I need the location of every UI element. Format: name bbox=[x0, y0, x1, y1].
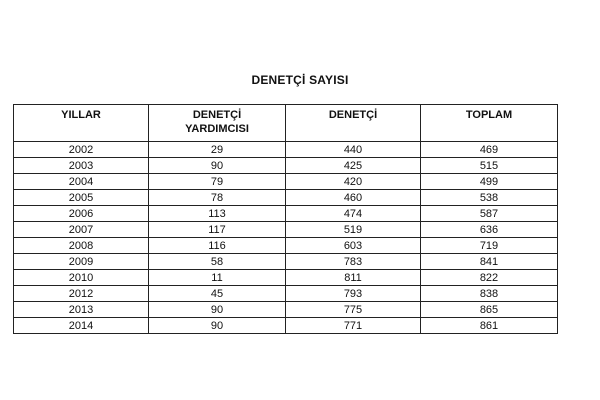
table-header-row bbox=[14, 105, 558, 142]
assistant-inspector-cell: 117 bbox=[149, 222, 286, 238]
assistant-inspector-cell: 90 bbox=[149, 158, 286, 174]
inspector-cell: 425 bbox=[286, 158, 421, 174]
table-row bbox=[14, 174, 558, 190]
total-cell: 538 bbox=[421, 190, 558, 206]
inspector-cell: 460 bbox=[286, 190, 421, 206]
inspector-cell: 474 bbox=[286, 206, 421, 222]
assistant-inspector-cell: 79 bbox=[149, 174, 286, 190]
assistant-inspector-cell: 90 bbox=[149, 302, 286, 318]
header-years: YILLAR bbox=[14, 105, 149, 142]
header-total: TOPLAM bbox=[421, 105, 558, 142]
year-cell: 2013 bbox=[14, 302, 149, 318]
table-row bbox=[14, 158, 558, 174]
year-cell: 2008 bbox=[14, 238, 149, 254]
header-assistant-inspector-label: DENETÇİ YARDIMCISI bbox=[185, 109, 249, 135]
year-cell: 2005 bbox=[14, 190, 149, 206]
table-row bbox=[14, 286, 558, 302]
inspector-cell: 811 bbox=[286, 270, 421, 286]
total-cell: 865 bbox=[421, 302, 558, 318]
assistant-inspector-cell: 78 bbox=[149, 190, 286, 206]
header-inspector: DENETÇİ bbox=[286, 105, 421, 142]
inspector-cell: 783 bbox=[286, 254, 421, 270]
year-cell: 2004 bbox=[14, 174, 149, 190]
year-cell: 2010 bbox=[14, 270, 149, 286]
year-cell: 2006 bbox=[14, 206, 149, 222]
assistant-inspector-cell: 11 bbox=[149, 270, 286, 286]
total-cell: 861 bbox=[421, 318, 558, 334]
table-row bbox=[14, 238, 558, 254]
table-row bbox=[14, 302, 558, 318]
table-row bbox=[14, 206, 558, 222]
inspector-cell: 519 bbox=[286, 222, 421, 238]
assistant-inspector-cell: 116 bbox=[149, 238, 286, 254]
assistant-inspector-cell: 58 bbox=[149, 254, 286, 270]
total-cell: 499 bbox=[421, 174, 558, 190]
year-cell: 2002 bbox=[14, 142, 149, 158]
total-cell: 838 bbox=[421, 286, 558, 302]
year-cell: 2003 bbox=[14, 158, 149, 174]
total-cell: 719 bbox=[421, 238, 558, 254]
total-cell: 822 bbox=[421, 270, 558, 286]
table-row bbox=[14, 222, 558, 238]
assistant-inspector-cell: 90 bbox=[149, 318, 286, 334]
year-cell: 2007 bbox=[14, 222, 149, 238]
assistant-inspector-cell: 45 bbox=[149, 286, 286, 302]
inspector-cell: 771 bbox=[286, 318, 421, 334]
inspector-cell: 420 bbox=[286, 174, 421, 190]
table-row bbox=[14, 254, 558, 270]
table-row bbox=[14, 142, 558, 158]
assistant-inspector-cell: 29 bbox=[149, 142, 286, 158]
total-cell: 587 bbox=[421, 206, 558, 222]
document-title: DENETÇİ SAYISI bbox=[251, 73, 349, 87]
inspector-cell: 440 bbox=[286, 142, 421, 158]
year-cell: 2012 bbox=[14, 286, 149, 302]
year-cell: 2014 bbox=[14, 318, 149, 334]
table-row bbox=[14, 270, 558, 286]
total-cell: 841 bbox=[421, 254, 558, 270]
total-cell: 515 bbox=[421, 158, 558, 174]
table-row bbox=[14, 318, 558, 334]
assistant-inspector-cell: 113 bbox=[149, 206, 286, 222]
table-row bbox=[14, 190, 558, 206]
inspector-count-table bbox=[13, 104, 558, 334]
inspector-cell: 793 bbox=[286, 286, 421, 302]
year-cell: 2009 bbox=[14, 254, 149, 270]
total-cell: 636 bbox=[421, 222, 558, 238]
inspector-cell: 775 bbox=[286, 302, 421, 318]
total-cell: 469 bbox=[421, 142, 558, 158]
header-assistant-inspector bbox=[149, 105, 286, 142]
inspector-cell: 603 bbox=[286, 238, 421, 254]
